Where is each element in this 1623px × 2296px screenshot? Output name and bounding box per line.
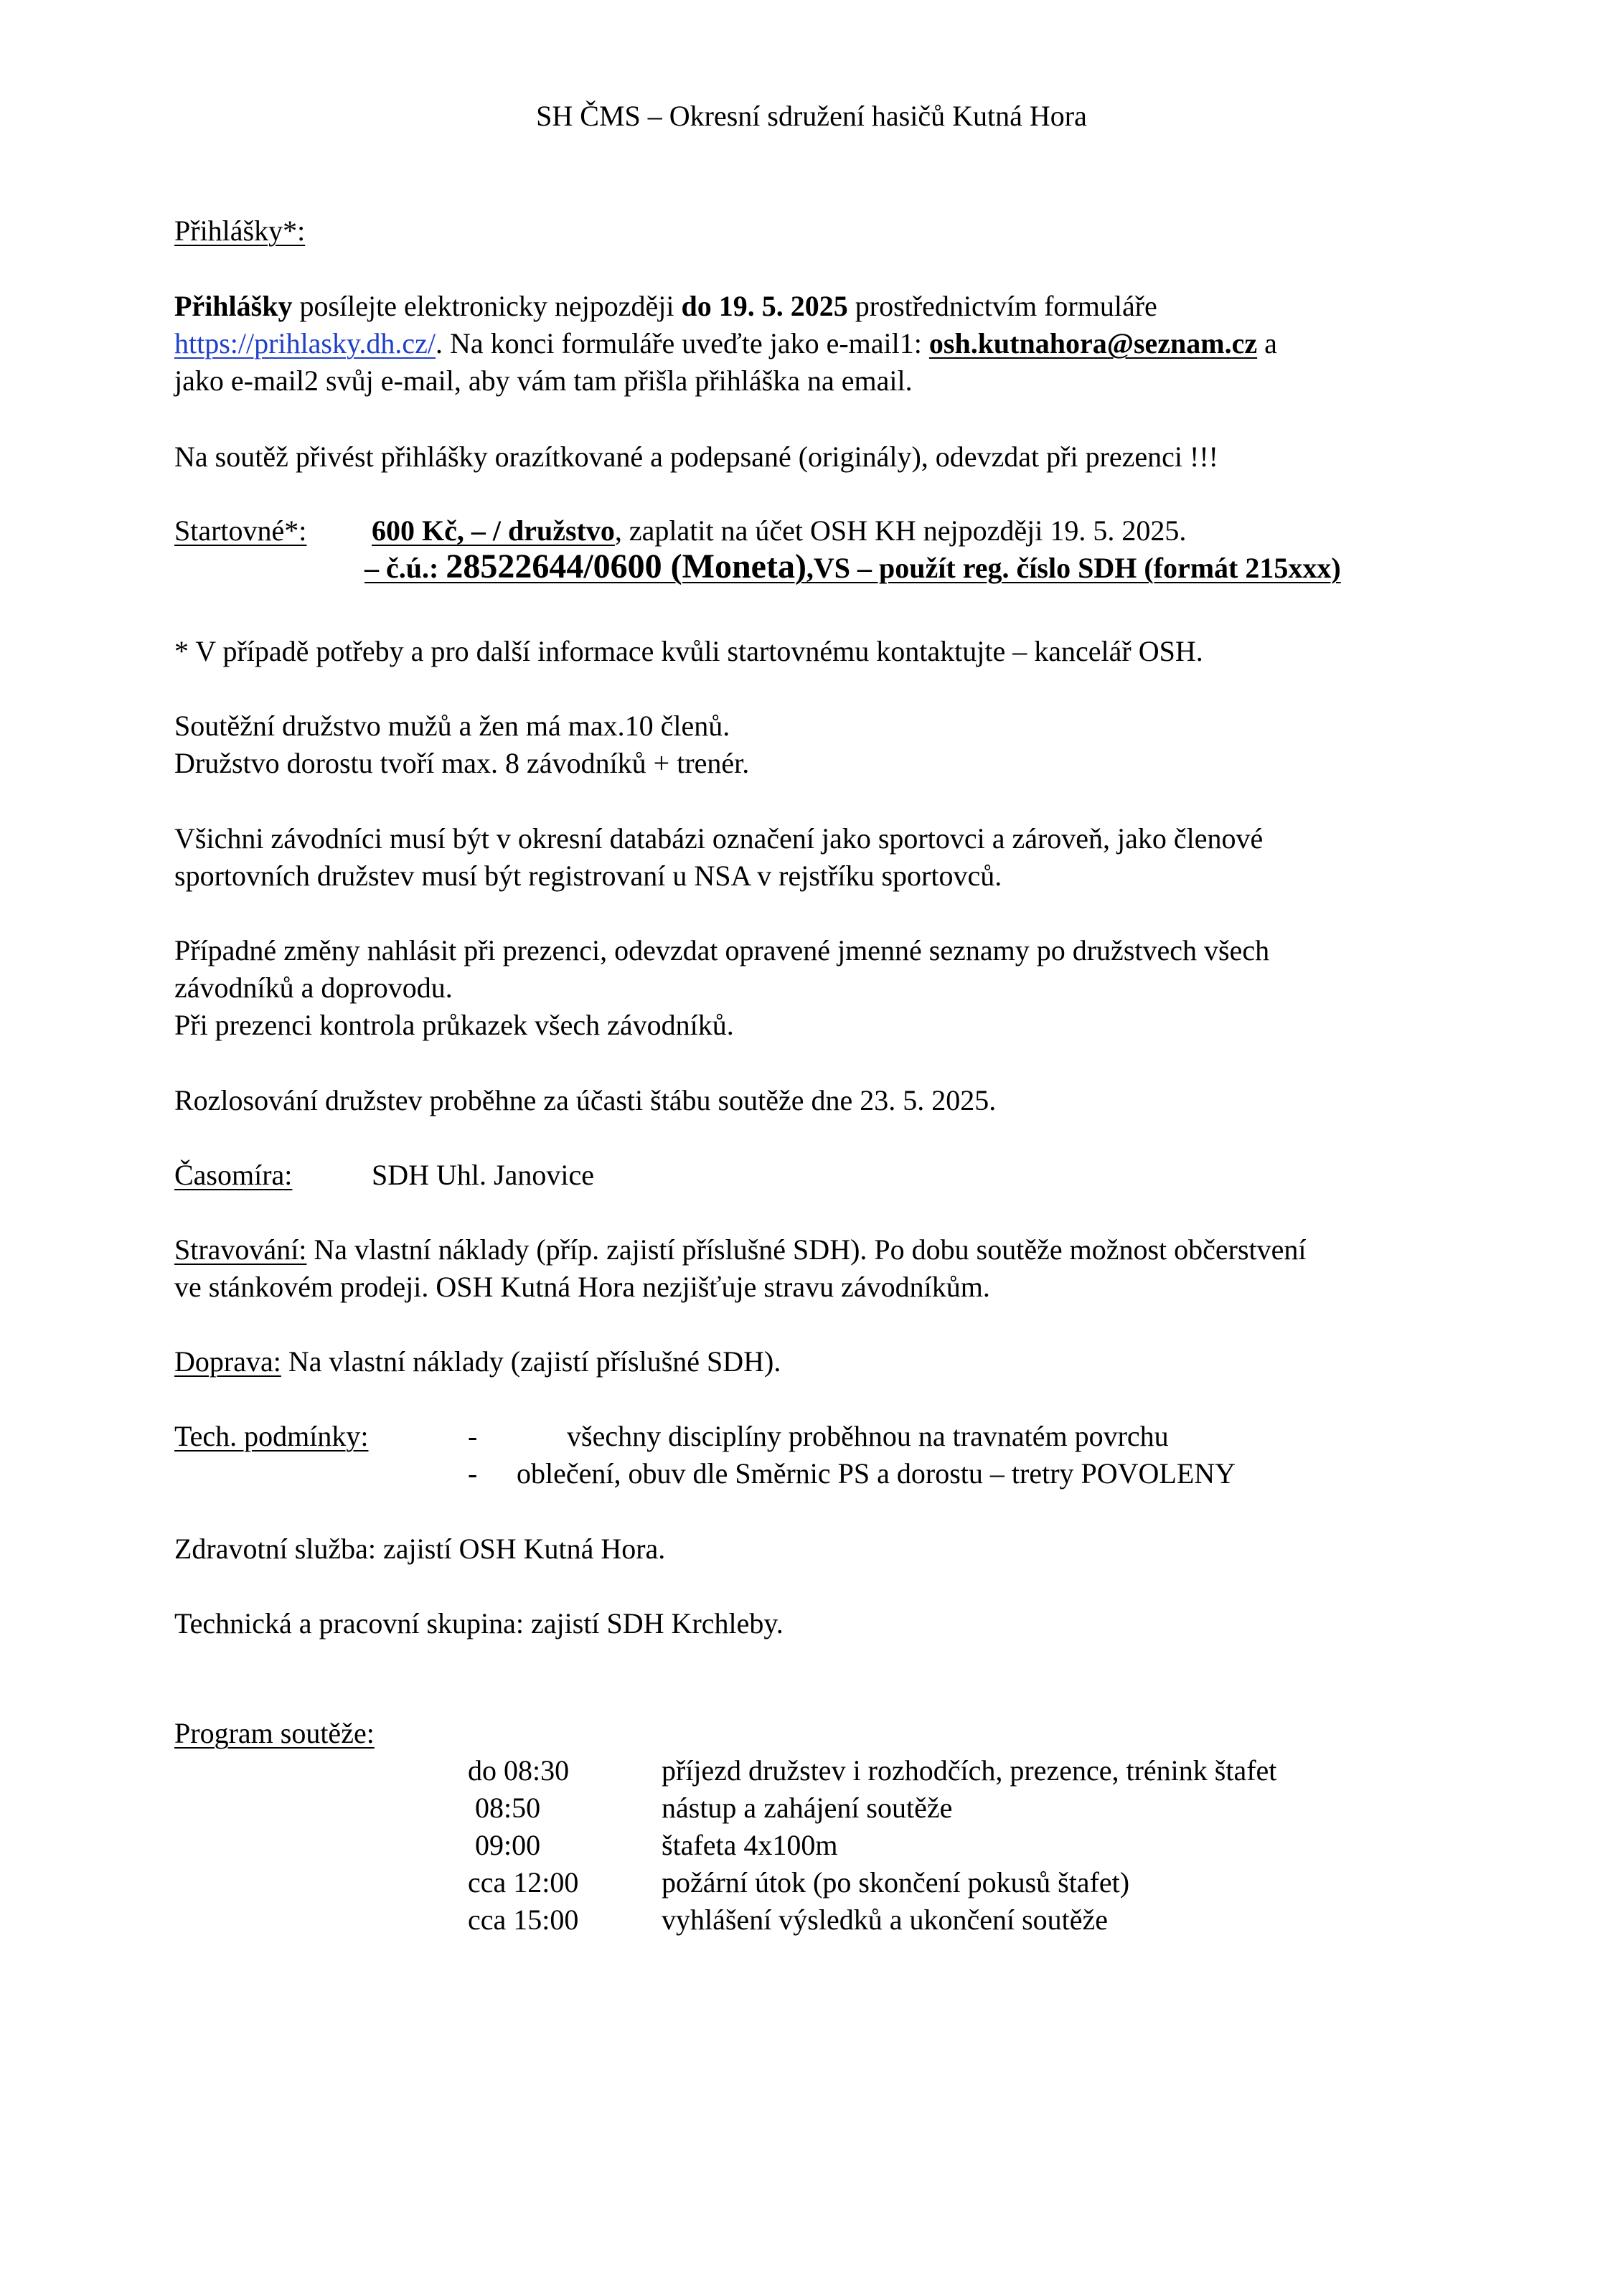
prihlasky-bold-label: Přihlášky [174,290,293,322]
account-number: 28522644/0600 (Moneta) [446,547,806,585]
program-table [468,1752,1472,1946]
changes-line-3: Při prezenci kontrola průkazek všech závodníků. [174,1009,734,1041]
stravovani-line-1 [174,1231,1307,1269]
prihlasky-line-3: jako e-mail2 svůj e-mail, aby vám tam přišla přihláška na email. [174,364,913,397]
account-vs: ,VS – použít reg. číslo SDH (formát 215xxx) [806,552,1341,584]
program-heading: Program soutěže: [174,1717,375,1749]
stravovani-text: Na vlastní náklady (příp. zajistí příslušné SDH). Po dobu soutěže možnost občerstvení [306,1233,1307,1266]
tech-item-1-dash: - [468,1420,478,1452]
tech-item-2-dash: - [468,1457,478,1490]
tech-item-1: všechny disciplíny proběhnou na travnatém povrchu [567,1420,1169,1452]
prihlasky-line-2-tail: a [1257,327,1277,359]
document-title: SH ČMS – Okresní sdružení hasičů Kutná Hora [536,100,1087,132]
startovne-amount: 600 Kč, – / družstvo [372,514,615,547]
casomira-value: SDH Uhl. Janovice [372,1159,594,1191]
casomira-label: Časomíra: [174,1159,293,1191]
prihlasky-heading: Přihlášky*: [174,215,306,247]
program-event: štafeta 4x100m [662,1829,838,1861]
startovne-text: , zaplatit na účet OSH KH nejpozději 19. 5. 2025. [614,514,1187,547]
program-time: cca 15:00 [468,1904,579,1936]
draw-note: Rozlosování družstev proběhne za účasti štábu soutěže dne 23. 5. 2025. [174,1084,997,1116]
prihlasky-email-instruction: . Na konci formuláře uveďte jako e-mail1: [436,327,929,359]
changes-line-1: Případné změny nahlásit při prezenci, odevzdat opravené jmenné seznamy po družstvech všech [174,934,1270,966]
prihlasky-email[interactable]: osh.kutnahora@seznam.cz [928,327,1258,359]
technical-group-note: Technická a pracovní skupina: zajistí SDH Krchleby. [174,1607,784,1639]
prihlasky-text: posílejte elektronicky nejpozději [292,290,682,322]
tech-item-2: oblečení, obuv dle Směrnic PS a dorostu – tretry POVOLENY [517,1457,1236,1490]
registration-line-2: sportovních družstev musí být registrovaní u NSA v rejstříku sportovců. [174,860,1002,892]
stravovani-label: Stravování: [174,1233,307,1266]
startovne-label: Startovné*: [174,514,307,547]
doprava-line [174,1343,781,1380]
program-event: vyhlášení výsledků a ukončení soutěže [662,1904,1109,1936]
registration-line-1: Všichni závodníci musí být v okresní databázi označení jako sportovci a zároveň, jako členové [174,822,1264,855]
startovne-line-1 [372,512,1186,550]
tech-label: Tech. podmínky: [174,1420,369,1452]
program-event: nástup a zahájení soutěže [662,1792,953,1824]
contact-note: * V případě potřeby a pro další informace kvůli startovnému kontaktujte – kancelář OSH. [174,635,1203,667]
originals-note: Na soutěž přivést přihlášky orazítkované a podepsané (originály), odevzdat při prezenci !!! [174,441,1218,473]
changes-line-2: závodníků a doprovodu. [174,971,453,1004]
prihlasky-line-1 [174,288,1157,325]
prihlasky-text-2: prostřednictvím formuláře [847,290,1157,322]
prihlasky-form-link[interactable]: https://prihlasky.dh.cz/ [174,327,436,359]
teams-line-1: Soutěžní družstvo mužů a žen má max.10 členů. [174,710,730,742]
doprava-text: Na vlastní náklady (zajistí příslušné SDH). [281,1345,781,1378]
program-event: příjezd družstev i rozhodčích, prezence, trénink štafet [662,1754,1277,1787]
program-time: do 08:30 [468,1754,570,1787]
program-event: požární útok (po skončení pokusů štafet) [662,1866,1130,1899]
program-time: 08:50 [468,1792,541,1824]
program-time: 09:00 [468,1829,541,1861]
teams-line-2: Družstvo dorostu tvoří max. 8 závodníků + trenér. [174,747,750,779]
account-prefix: – č.ú.: [364,552,446,584]
program-time: cca 12:00 [468,1866,579,1899]
health-note: Zdravotní služba: zajistí OSH Kutná Hora. [174,1533,666,1565]
stravovani-line-2: ve stánkovém prodeji. OSH Kutná Hora nezjišťuje stravu závodníkům. [174,1271,990,1303]
prihlasky-line-2 [174,325,1277,362]
doprava-label: Doprava: [174,1345,281,1378]
startovne-account [364,548,1341,587]
prihlasky-deadline: do 19. 5. 2025 [681,290,848,322]
